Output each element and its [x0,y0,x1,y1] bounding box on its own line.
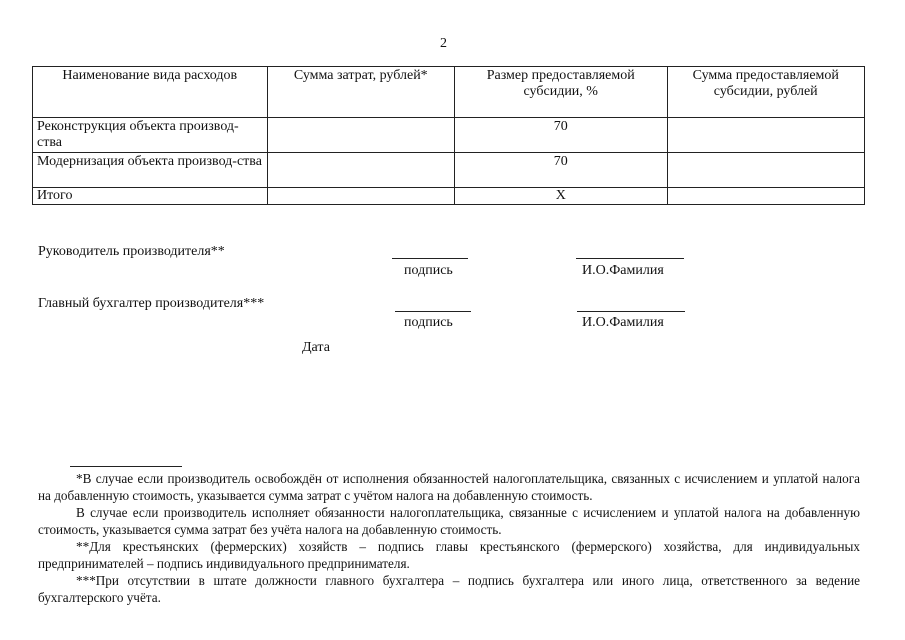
row-expense-name: Модернизация объекта производ-ства [33,153,268,188]
row-cost-cell [267,188,454,205]
accountant-signature-label: Главный бухгалтер производителя*** [38,296,265,311]
head-signature-line [392,258,468,259]
table-row [33,118,865,153]
accountant-signature-line [395,311,471,312]
footnote-separator [70,466,182,467]
head-name-caption: И.О.Фамилия [582,263,664,278]
row-subsidy-cell [667,153,865,188]
row-cost-cell [267,118,454,153]
header-subsidy-sum: Сумма предоставляемой субсидии, рублей [667,67,865,118]
footnote-vat-payer: В случае если производитель исполняет обязанности налогоплательщика, связанные с исчислением и уплатой налога на добавленную стоимость, указывается сумма затрат без учёта налога на добавленную стоимость. [38,505,860,537]
footnote-accountant-signature: ***При отсутствии в штате должности главного бухгалтера – подпись бухгалтера или иного лица, ответственного за ведение бухгалтерского учёта. [38,573,860,605]
row-subsidy-cell [667,118,865,153]
row-percent-cell: X [455,188,668,205]
table-header-row [33,67,865,118]
row-expense-name: Итого [33,188,268,205]
footnotes [38,470,860,606]
row-subsidy-cell [667,188,865,205]
head-signature-caption: подпись [404,263,453,278]
row-expense-name: Реконструкция объекта производ-ства [33,118,268,153]
header-expense-type: Наименование вида расходов [33,67,268,118]
row-cost-cell [267,153,454,188]
date-label: Дата [302,340,330,355]
footnote-farm-signature: **Для крестьянских (фермерских) хозяйств – подпись главы крестьянского (фермерского) хозяйства, для индивидуальных предпринимателей – подпись индивидуального предпринимателя. [38,539,860,571]
table-row [33,153,865,188]
header-cost-sum: Сумма затрат, рублей* [267,67,454,118]
expenses-table [32,66,865,205]
accountant-name-caption: И.О.Фамилия [582,315,664,330]
table-total-row [33,188,865,205]
header-subsidy-percent: Размер предоставляемой субсидии, % [455,67,668,118]
accountant-name-line [577,311,685,312]
accountant-signature-caption: подпись [404,315,453,330]
row-percent-cell: 70 [455,153,668,188]
row-percent-cell: 70 [455,118,668,153]
head-signature-label: Руководитель производителя** [38,244,225,259]
page-number: 2 [440,36,447,51]
footnote-vat-exempt: *В случае если производитель освобождён от исполнения обязанностей налогоплательщика, связанных с исчислением и уплатой налога на добавленную стоимость, указывается сумма затрат с учётом налога на добавленную стоимость. [38,471,860,503]
head-name-line [576,258,684,259]
